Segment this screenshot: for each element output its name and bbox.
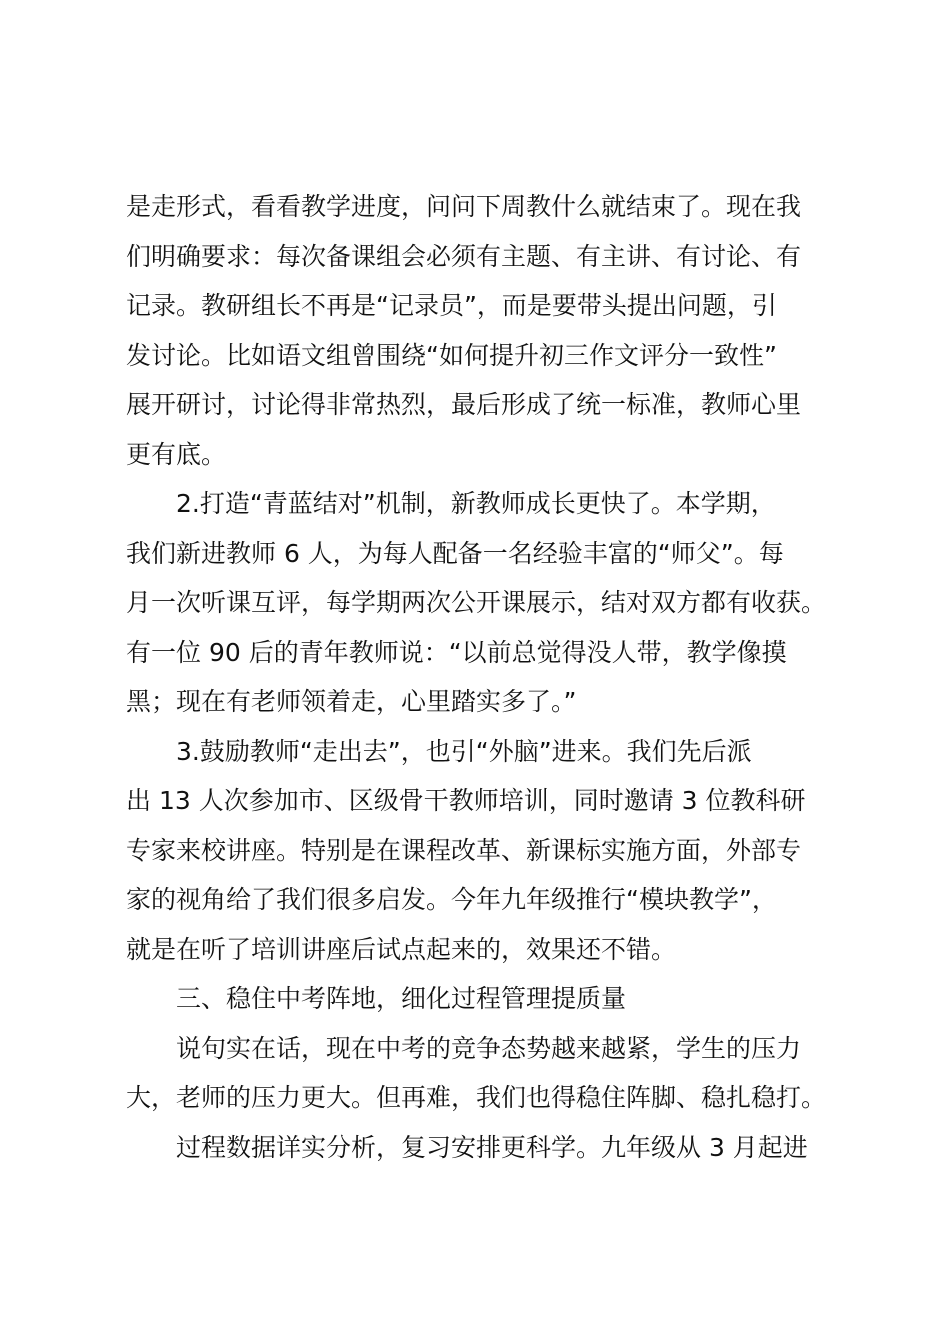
text-line: 我们新进教师 6 人，为每人配备一名经验丰富的“师父”。每 (126, 538, 784, 568)
text-line: 大，老师的压力更大。但再难，我们也得稳住阵脚、稳扎稳打。 (126, 1083, 827, 1112)
text-line: 发讨论。比如语文组曾围绕“如何提升初三作文评分一致性” (126, 340, 777, 370)
paragraph-heading-3: 3.鼓励教师“走出去”，也引“外脑”进来。我们先后派 (176, 736, 752, 766)
text-line: 家的视角给了我们很多启发。今年九年级推行“模块教学”， (126, 885, 777, 914)
text-line: 更有底。 (126, 439, 227, 469)
text-line: 就是在听了培训讲座后试点起来的，效果还不错。 (126, 934, 677, 964)
text-line: 说句实在话，现在中考的竞争态势越来越紧，学生的压力 (176, 1033, 802, 1063)
text-line: 专家来校讲座。特别是在课程改革、新课标实施方面，外部专 (126, 835, 802, 865)
text-line: 出 13 人次参加市、区级骨干教师培训，同时邀请 3 位教科研 (126, 786, 806, 815)
document-body (126, 182, 838, 1172)
text-line: 黑；现在有老师领着走，心里踏实多了。” (126, 687, 577, 716)
text-line: 展开研讨，讨论得非常热烈，最后形成了统一标准，教师心里 (126, 390, 802, 419)
text-line: 是走形式，看看教学进度，问问下周教什么就结束了。现在我 (126, 192, 802, 221)
text-line: 记录。教研组长不再是“记录员”，而是要带头提出问题，引 (126, 291, 777, 320)
text-line: 们明确要求：每次备课组会必须有主题、有主讲、有讨论、有 (126, 241, 802, 271)
section-heading: 三、稳住中考阵地，细化过程管理提质量 (176, 984, 627, 1013)
text-line: 有一位 90 后的青年教师说：“以前总觉得没人带，教学像摸 (126, 637, 787, 667)
text-line: 月一次听课互评，每学期两次公开课展示，结对双方都有收获。 (126, 588, 827, 617)
paragraph-heading-2: 2.打造“青蓝结对”机制，新教师成长更快了。本学期， (176, 489, 776, 518)
text-line: 过程数据详实分析，复习安排更科学。九年级从 3 月起进 (176, 1132, 808, 1162)
